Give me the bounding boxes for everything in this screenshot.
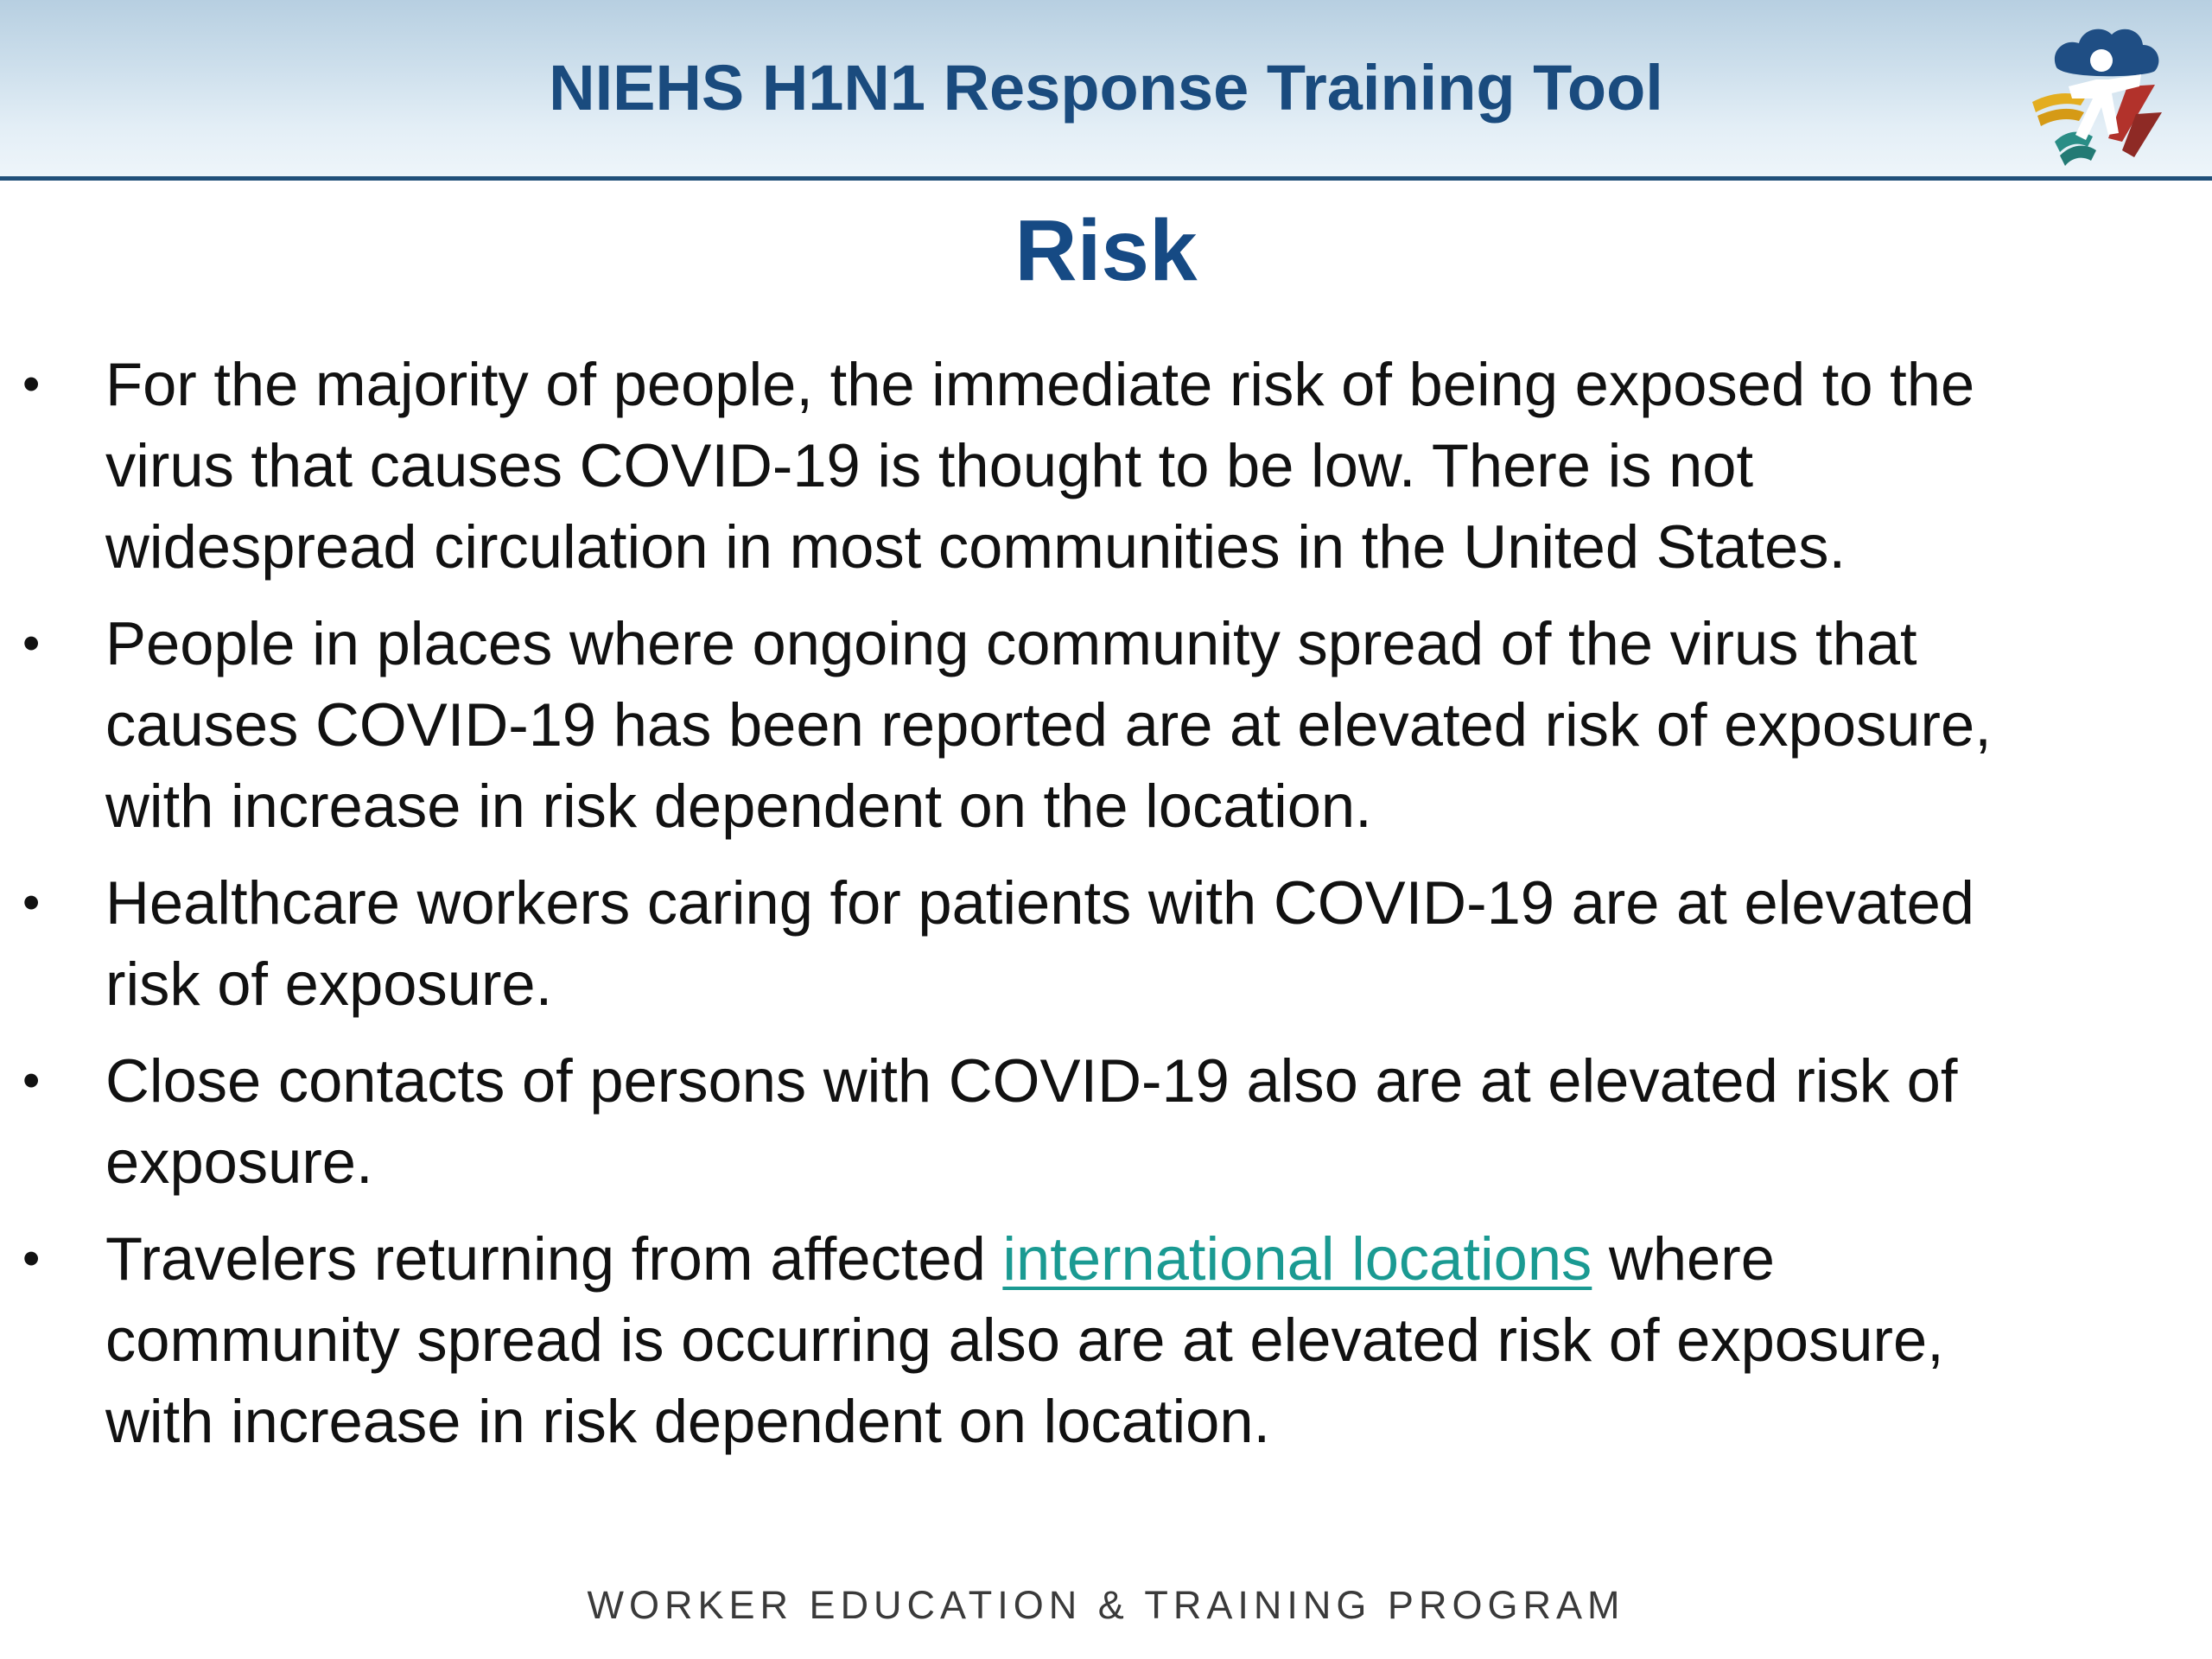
bullet-dot-icon: • bbox=[22, 1230, 41, 1287]
bullet-item bbox=[0, 603, 2041, 847]
bullet-dot-icon: • bbox=[22, 356, 41, 412]
international-locations-link[interactable]: international locations bbox=[1002, 1224, 1592, 1293]
bullet-item bbox=[0, 344, 2041, 588]
worker-figure-logo-icon bbox=[2025, 12, 2174, 173]
footer-program-name: WORKER EDUCATION & TRAINING PROGRAM bbox=[587, 1583, 1625, 1627]
bullet-dot-icon: • bbox=[22, 874, 41, 931]
bullet-text-before-link: Travelers returning from affected bbox=[105, 1224, 1003, 1293]
bullet-text: Close contacts of persons with COVID-19 also are at elevated risk of exposure. bbox=[105, 1046, 1958, 1196]
bullet-item bbox=[0, 862, 2041, 1025]
header-title: NIEHS H1N1 Response Training Tool bbox=[549, 52, 1663, 124]
bullet-text: People in places where ongoing community spread of the virus that causes COVID-19 has been reported are at elevated risk of exposure, with increase in risk dependent on the location. bbox=[105, 609, 1992, 840]
slide-title: Risk bbox=[1014, 202, 1198, 299]
bullet-item bbox=[0, 1218, 2041, 1462]
bullet-text: For the majority of people, the immediate risk of being exposed to the virus that causes COVID-19 is thought to be low. There is not widespread circulation in most communities in the United States. bbox=[105, 350, 1975, 581]
header-divider bbox=[0, 176, 2212, 181]
bullet-dot-icon: • bbox=[22, 615, 41, 671]
bullet-text-after-link: where community spread is occurring also are at elevated risk of exposure, with increase in risk dependent on location. bbox=[105, 1224, 1944, 1455]
bullet-item bbox=[0, 1040, 2041, 1203]
bullet-text: Healthcare workers caring for patients with COVID-19 are at elevated risk of exposure. bbox=[105, 868, 1974, 1018]
bullet-dot-icon: • bbox=[22, 1052, 41, 1109]
bullet-list bbox=[0, 344, 2212, 1478]
